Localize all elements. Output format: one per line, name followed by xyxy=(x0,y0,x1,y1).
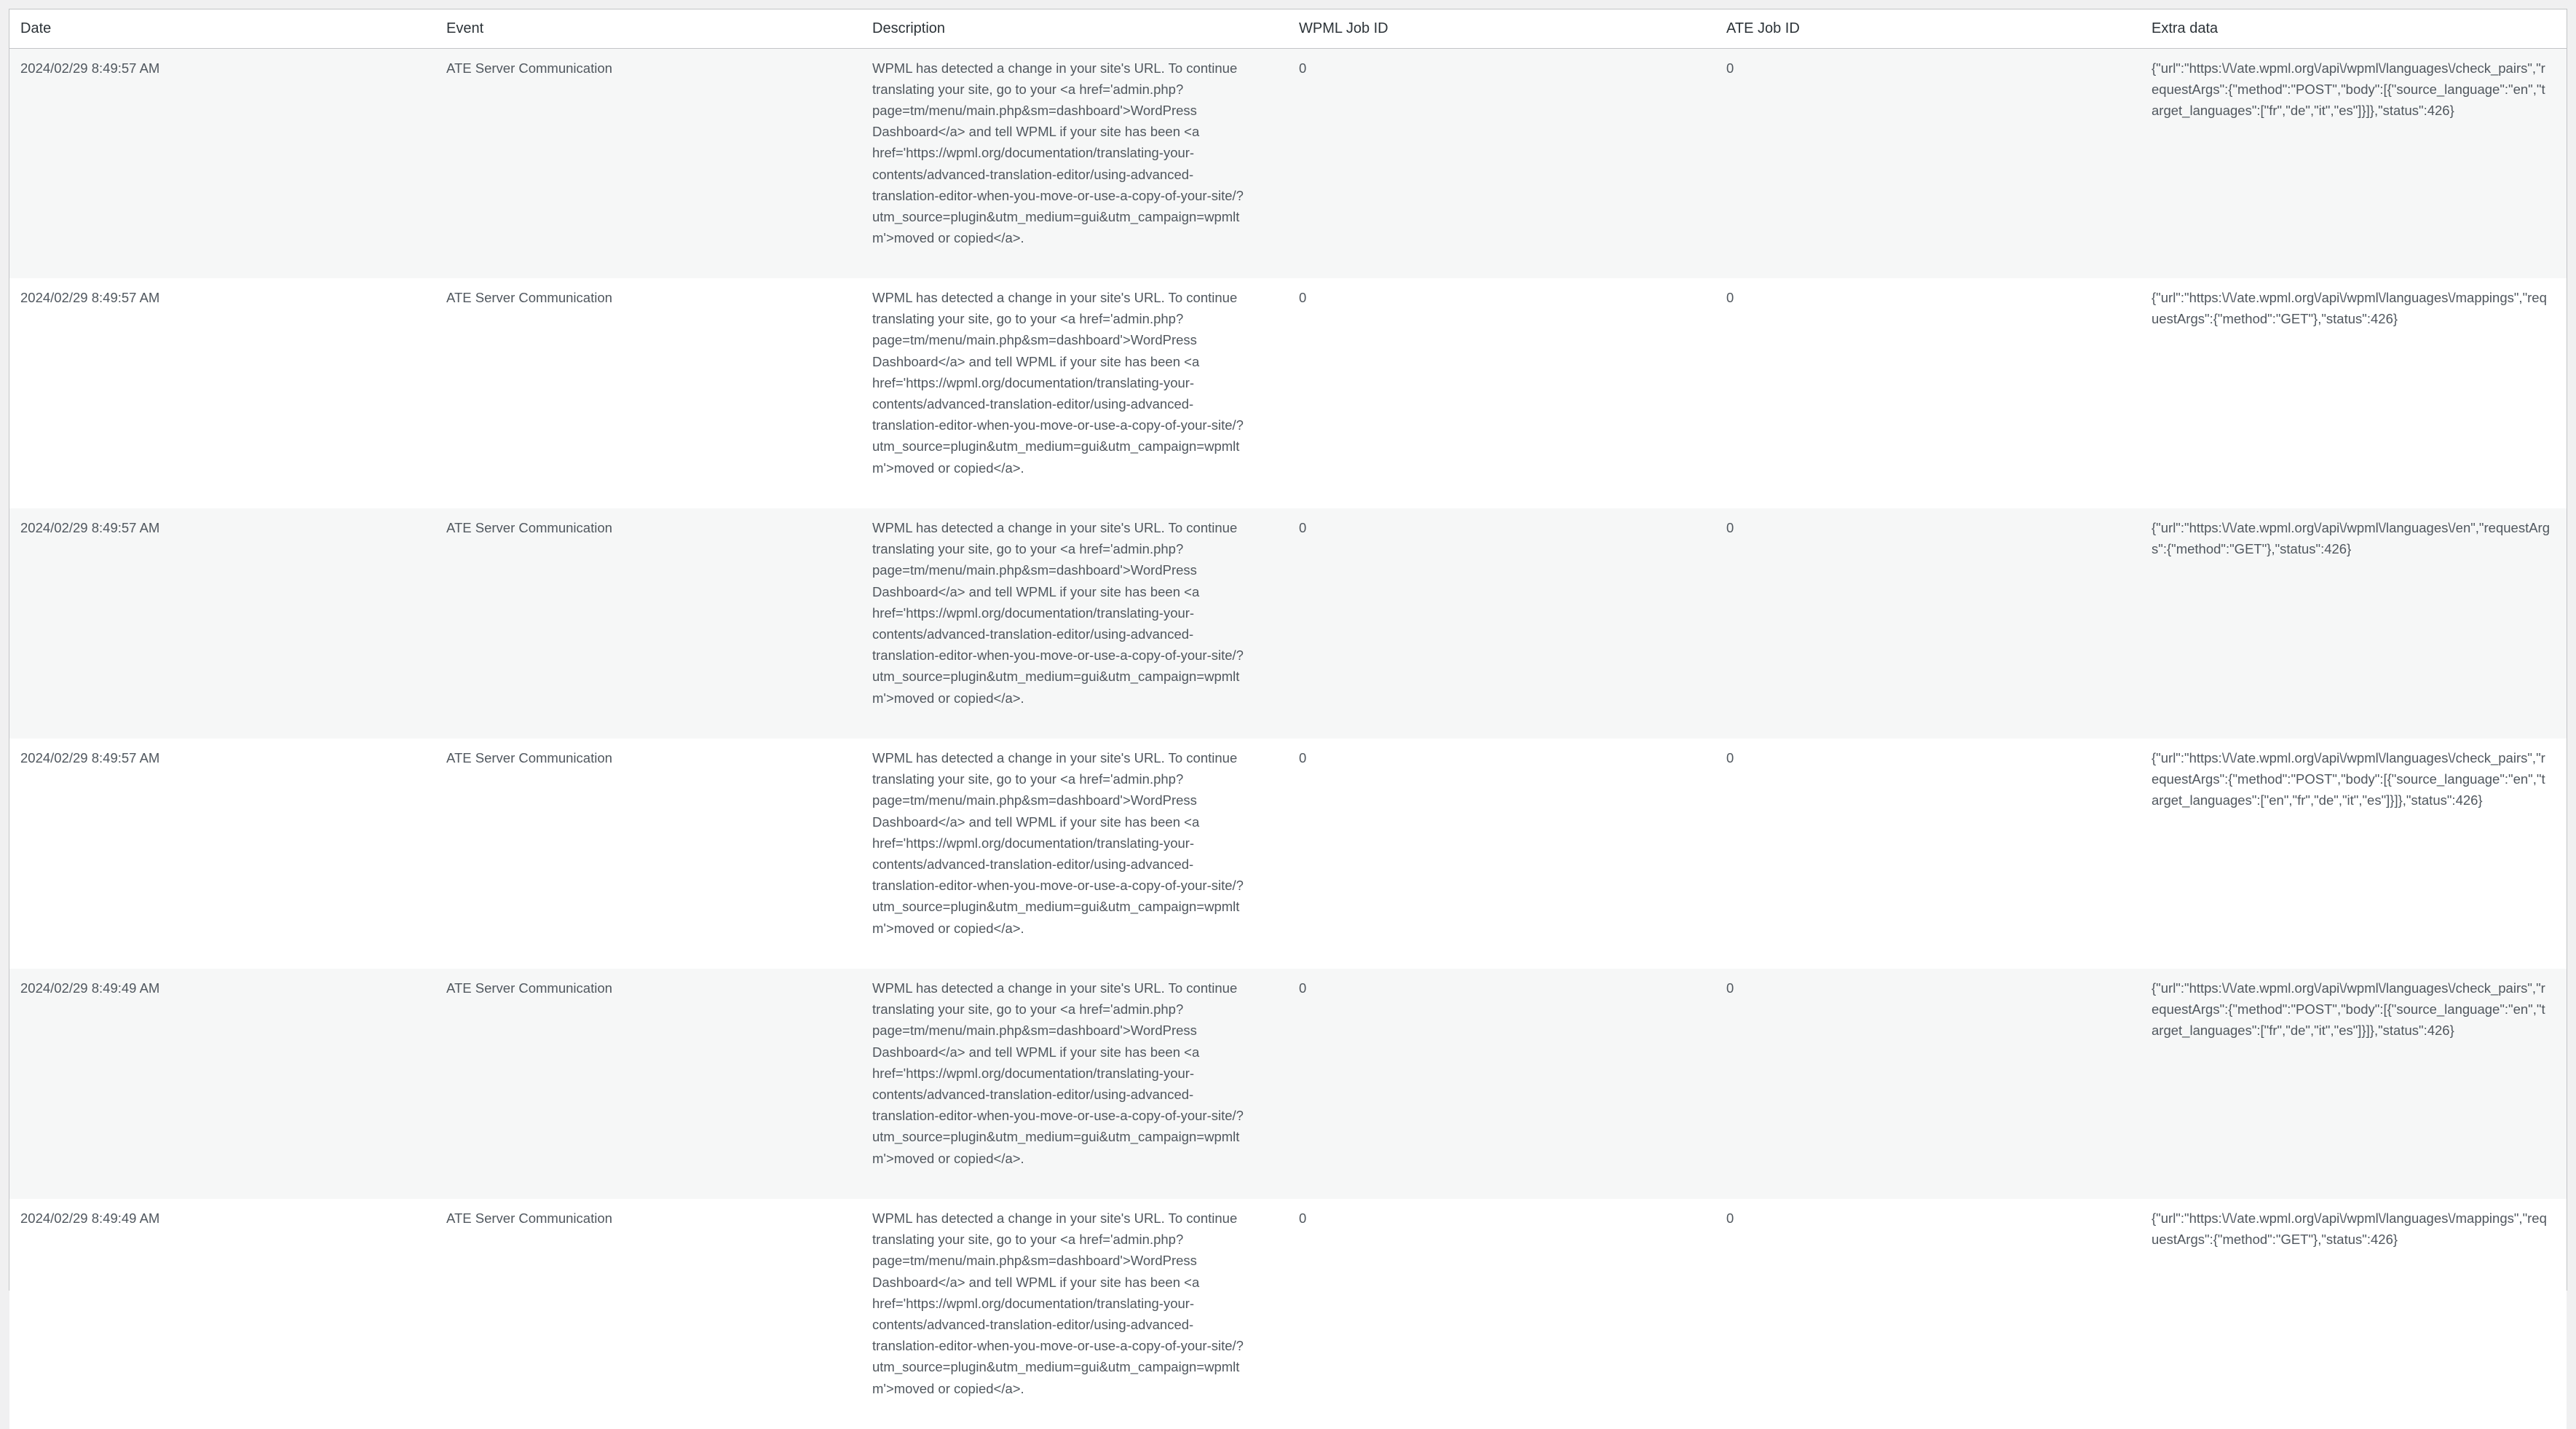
cell-ate-job-id: 0 xyxy=(1715,278,2141,508)
cell-description: WPML has detected a change in your site's URL. To continue translating your site, go to your <a href='admin.php?page=tm/menu/main.php&sm=dashboard'>WordPress Dashboard</a> and tell WPML if your site has been <a href='https://wpml.org/documentation/translating-your-contents/advanced-translation-editor/using-advanced-translation-editor-when-you-move-or-use-a-copy-of-your-site/?utm_source=plugin&utm_medium=gui&utm_campaign=wpmltm'>moved or copied</a>. xyxy=(861,1199,1288,1429)
cell-event: ATE Server Communication xyxy=(435,739,861,969)
table-row xyxy=(9,48,2567,278)
cell-event: ATE Server Communication xyxy=(435,278,861,508)
column-header-description: Description xyxy=(861,9,1288,48)
column-header-wpml-job-id: WPML Job ID xyxy=(1288,9,1715,48)
cell-date: 2024/02/29 8:49:57 AM xyxy=(9,508,435,739)
log-table xyxy=(9,9,2567,1429)
cell-ate-job-id: 0 xyxy=(1715,48,2141,278)
cell-date: 2024/02/29 8:49:49 AM xyxy=(9,969,435,1199)
cell-date: 2024/02/29 8:49:57 AM xyxy=(9,48,435,278)
cell-wpml-job-id: 0 xyxy=(1288,1199,1715,1429)
log-table-container xyxy=(9,9,2567,1396)
cell-wpml-job-id: 0 xyxy=(1288,739,1715,969)
cell-date: 2024/02/29 8:49:57 AM xyxy=(9,278,435,508)
cell-date: 2024/02/29 8:49:49 AM xyxy=(9,1199,435,1429)
cell-description: WPML has detected a change in your site's URL. To continue translating your site, go to your <a href='admin.php?page=tm/menu/main.php&sm=dashboard'>WordPress Dashboard</a> and tell WPML if your site has been <a href='https://wpml.org/documentation/translating-your-contents/advanced-translation-editor/using-advanced-translation-editor-when-you-move-or-use-a-copy-of-your-site/?utm_source=plugin&utm_medium=gui&utm_campaign=wpmltm'>moved or copied</a>. xyxy=(861,278,1288,508)
column-header-date: Date xyxy=(9,9,435,48)
table-row xyxy=(9,739,2567,969)
cell-ate-job-id: 0 xyxy=(1715,1199,2141,1429)
cell-wpml-job-id: 0 xyxy=(1288,969,1715,1199)
table-row xyxy=(9,278,2567,508)
cell-event: ATE Server Communication xyxy=(435,48,861,278)
cell-extra-data: {"url":"https:\/\/ate.wpml.org\/api\/wpml\/languages\/en","requestArgs":{"method":"GET"},"status":426} xyxy=(2141,508,2567,739)
cell-description: WPML has detected a change in your site's URL. To continue translating your site, go to your <a href='admin.php?page=tm/menu/main.php&sm=dashboard'>WordPress Dashboard</a> and tell WPML if your site has been <a href='https://wpml.org/documentation/translating-your-contents/advanced-translation-editor/using-advanced-translation-editor-when-you-move-or-use-a-copy-of-your-site/?utm_source=plugin&utm_medium=gui&utm_campaign=wpmltm'>moved or copied</a>. xyxy=(861,739,1288,969)
column-header-event: Event xyxy=(435,9,861,48)
header-row xyxy=(9,9,2567,48)
cell-description: WPML has detected a change in your site's URL. To continue translating your site, go to your <a href='admin.php?page=tm/menu/main.php&sm=dashboard'>WordPress Dashboard</a> and tell WPML if your site has been <a href='https://wpml.org/documentation/translating-your-contents/advanced-translation-editor/using-advanced-translation-editor-when-you-move-or-use-a-copy-of-your-site/?utm_source=plugin&utm_medium=gui&utm_campaign=wpmltm'>moved or copied</a>. xyxy=(861,508,1288,739)
cell-extra-data: {"url":"https:\/\/ate.wpml.org\/api\/wpml\/languages\/mappings","requestArgs":{"method":"GET"},"status":426} xyxy=(2141,278,2567,508)
column-header-ate-job-id: ATE Job ID xyxy=(1715,9,2141,48)
table-body xyxy=(9,48,2567,1429)
column-header-extra-data: Extra data xyxy=(2141,9,2567,48)
cell-event: ATE Server Communication xyxy=(435,1199,861,1429)
table-row xyxy=(9,969,2567,1199)
cell-date: 2024/02/29 8:49:57 AM xyxy=(9,739,435,969)
cell-event: ATE Server Communication xyxy=(435,508,861,739)
cell-description: WPML has detected a change in your site's URL. To continue translating your site, go to your <a href='admin.php?page=tm/menu/main.php&sm=dashboard'>WordPress Dashboard</a> and tell WPML if your site has been <a href='https://wpml.org/documentation/translating-your-contents/advanced-translation-editor/using-advanced-translation-editor-when-you-move-or-use-a-copy-of-your-site/?utm_source=plugin&utm_medium=gui&utm_campaign=wpmltm'>moved or copied</a>. xyxy=(861,48,1288,278)
cell-event: ATE Server Communication xyxy=(435,969,861,1199)
cell-ate-job-id: 0 xyxy=(1715,969,2141,1199)
cell-wpml-job-id: 0 xyxy=(1288,508,1715,739)
cell-ate-job-id: 0 xyxy=(1715,739,2141,969)
cell-extra-data: {"url":"https:\/\/ate.wpml.org\/api\/wpml\/languages\/mappings","requestArgs":{"method":"GET"},"status":426} xyxy=(2141,1199,2567,1429)
cell-wpml-job-id: 0 xyxy=(1288,48,1715,278)
cell-wpml-job-id: 0 xyxy=(1288,278,1715,508)
table-header xyxy=(9,9,2567,48)
cell-extra-data: {"url":"https:\/\/ate.wpml.org\/api\/wpml\/languages\/check_pairs","requestArgs":{"method":"POST","body":[{"source_language":"en","target_languages":["fr","de","it","es"]}]},"status":426} xyxy=(2141,969,2567,1199)
cell-description: WPML has detected a change in your site's URL. To continue translating your site, go to your <a href='admin.php?page=tm/menu/main.php&sm=dashboard'>WordPress Dashboard</a> and tell WPML if your site has been <a href='https://wpml.org/documentation/translating-your-contents/advanced-translation-editor/using-advanced-translation-editor-when-you-move-or-use-a-copy-of-your-site/?utm_source=plugin&utm_medium=gui&utm_campaign=wpmltm'>moved or copied</a>. xyxy=(861,969,1288,1199)
table-row xyxy=(9,508,2567,739)
cell-extra-data: {"url":"https:\/\/ate.wpml.org\/api\/wpml\/languages\/check_pairs","requestArgs":{"method":"POST","body":[{"source_language":"en","target_languages":["fr","de","it","es"]}]},"status":426} xyxy=(2141,48,2567,278)
cell-extra-data: {"url":"https:\/\/ate.wpml.org\/api\/wpml\/languages\/check_pairs","requestArgs":{"method":"POST","body":[{"source_language":"en","target_languages":["en","fr","de","it","es"]}]},"status":426} xyxy=(2141,739,2567,969)
cell-ate-job-id: 0 xyxy=(1715,508,2141,739)
table-row xyxy=(9,1199,2567,1429)
